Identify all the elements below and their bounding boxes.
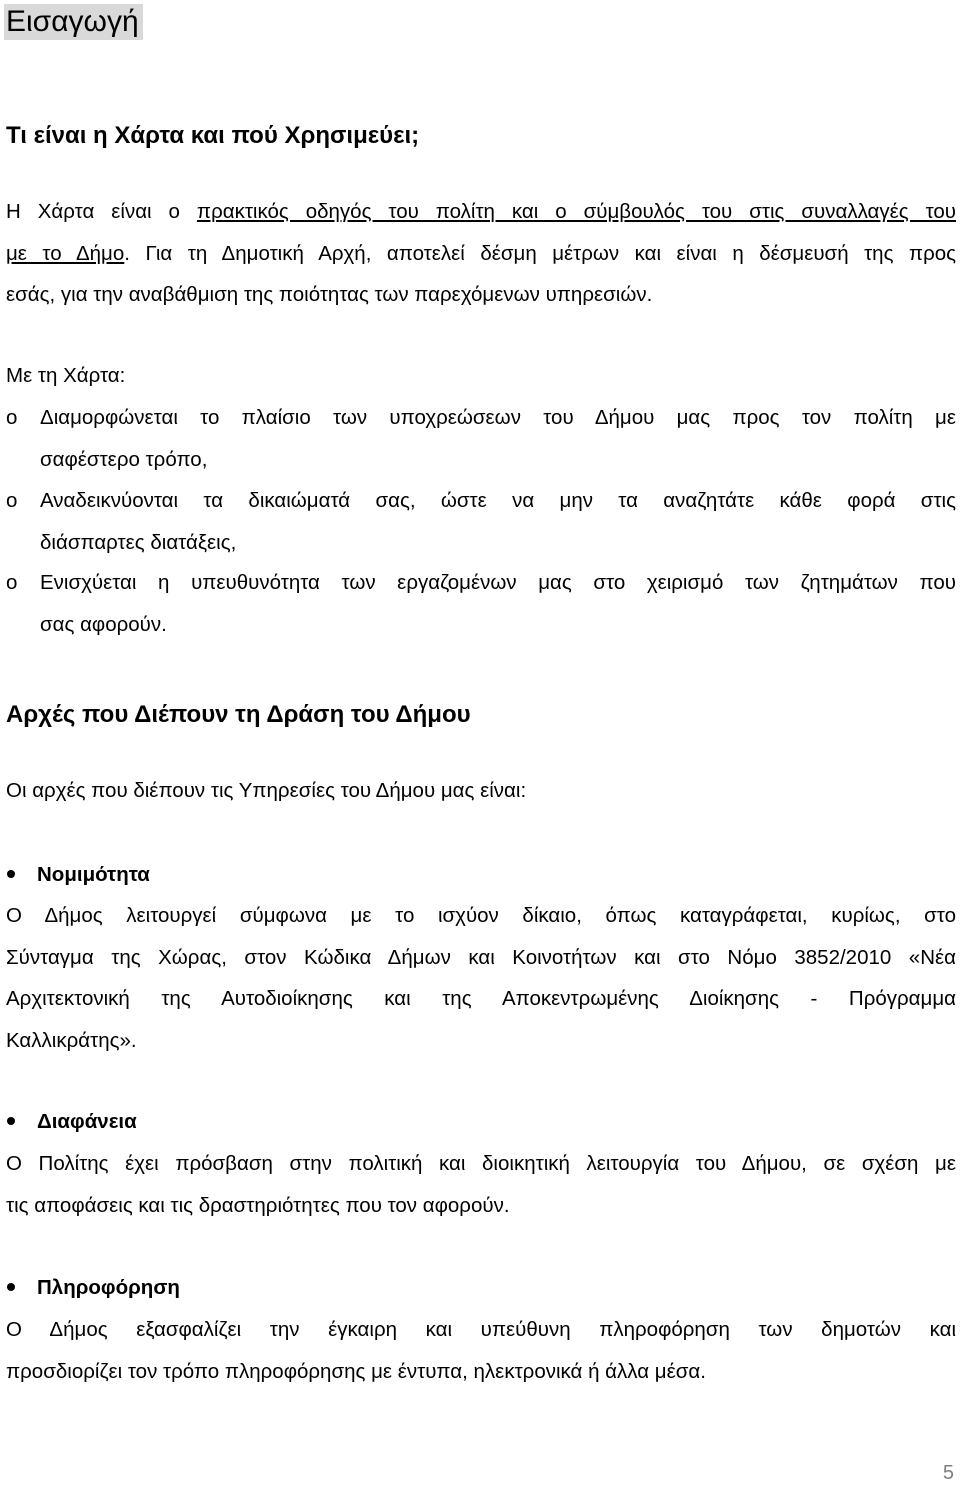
paragraph-line: Ο Πολίτης έχει πρόσβαση στην πολιτική και διοικητική λειτουργία του Δήμου, σε σχέση με [6,1152,956,1175]
bullet-icon [7,1283,15,1291]
item-line: Αναδεικνύονται τα δικαιώματά σας, ώστε να μην τα αναζητάτε κάθε φορά στις [40,489,956,512]
item-line: σας αφορούν. [40,612,167,636]
item-line: διάσπαρτες διατάξεις, [40,530,237,554]
principle-name: Πληροφόρηση [37,1276,180,1299]
item-line: Ενισχύεται η υπευθυνότητα των εργαζομένων μας στο χειρισμό των ζητημάτων που [40,571,956,594]
item-line: Διαμορφώνεται το πλαίσιο των υποχρεώσεων του Δήμου μας προς τον πολίτη με [40,406,956,429]
section-heading-what-is-charter: Τι είναι η Χάρτα και πού Χρησιμεύει; [6,122,420,149]
paragraph-line: Σύνταγμα της Χώρας, στον Κώδικα Δήμων και Κοινοτήτων και στο Νόμο 3852/2010 «Νέα [6,945,956,969]
paragraph-line: Ο Δήμος εξασφαλίζει την έγκαιρη και υπεύθυνη πληροφόρηση των δημοτών και [6,1318,956,1341]
item-text [6,480,956,563]
charter-intro-text: Με τη Χάρτα: [6,364,126,387]
paragraph-line: Αρχιτεκτονική της Αυτοδιοίκησης και της Αποκεντρωμένης Διοίκησης - Πρόγραμμα [6,987,956,1010]
underlined-phrase: πρακτικός οδηγός του πολίτη και ο σύμβουλός του στις συναλλαγές του [196,200,956,223]
text-run: Η Χάρτα είναι ο [6,200,197,223]
item-text [6,397,956,480]
circle-bullet-icon: o [6,489,18,512]
principle-title-information [6,1273,180,1303]
charter-benefit-item [6,480,956,563]
circle-bullet-icon: o [6,406,18,429]
principle-description-transparency [6,1143,956,1226]
page-title: Εισαγωγή [4,4,143,40]
item-line: σαφέστερο τρόπο, [40,447,208,471]
bullet-icon [7,1117,15,1125]
bullet-icon [7,870,15,878]
principle-title-transparency [6,1107,137,1137]
paragraph-line [6,233,956,275]
underlined-phrase: με το Δήμο [6,241,125,265]
page-number: 5 [942,1462,954,1484]
charter-benefit-item [6,397,956,480]
paragraph-line [6,191,956,233]
section-heading-principles: Αρχές που Διέπουν τη Δράση του Δήμου [6,701,471,728]
principles-intro-text: Οι αρχές που διέπουν τις Υπηρεσίες του Δήμου μας είναι: [6,779,527,802]
principle-name: Νομιμότητα [37,863,150,886]
paragraph-line: εσάς, για την αναβάθμιση της ποιότητας των παρεχόμενων υπηρεσιών. [6,283,653,306]
charter-description-paragraph [6,191,956,316]
charter-benefit-item [6,562,956,645]
item-text [6,562,956,645]
paragraph-line: τις αποφάσεις και τις δραστηριότητες που τον αφορούν. [6,1193,510,1217]
paragraph-line: Καλλικράτης». [6,1028,137,1052]
paragraph-line: Ο Δήμος λειτουργεί σύμφωνα με το ισχύον δίκαιο, όπως καταγράφεται, κυρίως, στο [6,904,956,927]
text-run: . Για τη Δημοτική Αρχή, αποτελεί δέσμη μέτρων και είναι η δέσμευσή της προς [124,241,957,265]
paragraph-line: προσδιορίζει τον τρόπο πληροφόρησης με έντυπα, ηλεκτρονικά ή άλλα μέσα. [6,1359,706,1383]
principle-description-information [6,1309,956,1392]
principle-title-legality [6,860,150,890]
principle-description-legality [6,895,956,1061]
circle-bullet-icon: o [6,571,18,594]
principle-name: Διαφάνεια [37,1110,137,1133]
